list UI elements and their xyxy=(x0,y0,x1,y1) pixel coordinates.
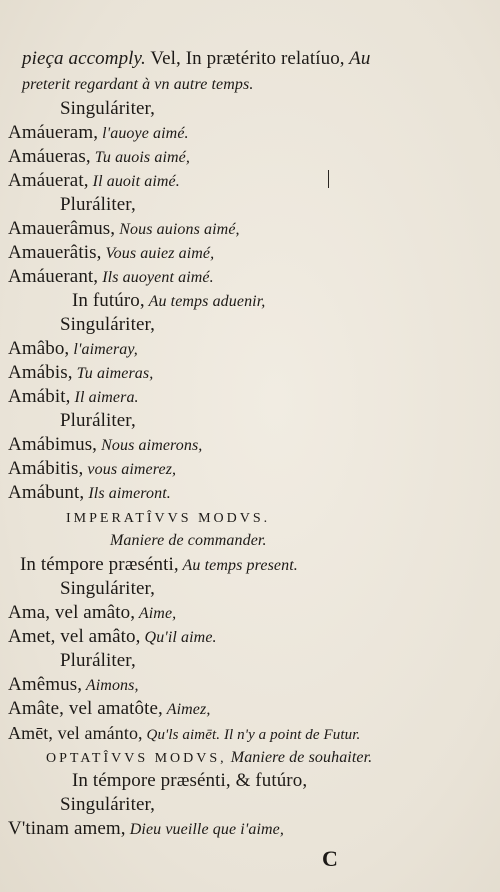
text-line-5 xyxy=(8,146,190,169)
heading-optativus xyxy=(46,746,372,770)
subheading-maniere-commander xyxy=(110,530,267,552)
line-9-latin: Amauerâtis, xyxy=(8,242,102,263)
text-line-18 xyxy=(8,458,176,481)
heading-pluraliter-2 xyxy=(60,410,136,432)
line-15-french: Il aimera. xyxy=(70,389,139,406)
line-17-latin: Amábimus, xyxy=(8,434,98,455)
line-10-french: Ils auoyent aimé. xyxy=(98,269,214,286)
line-1-latin: Vel, In prætérito relatíuo, xyxy=(145,48,345,69)
line-29-latin: Amēt, vel amánto, xyxy=(8,723,143,743)
margin-mark xyxy=(328,170,329,188)
heading-imperativus xyxy=(66,508,270,530)
line-7-text: Pluráliter, xyxy=(60,194,136,215)
line-12-text: Singuláriter, xyxy=(60,314,155,335)
text-line-15 xyxy=(8,386,139,409)
line-23-text: Singuláriter, xyxy=(60,578,155,599)
heading-pluraliter-3 xyxy=(60,650,136,672)
line-31-text: In témpore præsénti, & futúro, xyxy=(72,770,308,791)
text-line-13 xyxy=(8,338,138,361)
line-26-text: Pluráliter, xyxy=(60,650,136,671)
text-line-14 xyxy=(8,362,153,385)
line-22-latin: In témpore præsénti, xyxy=(20,554,179,575)
line-4-latin: Amáueram, xyxy=(8,122,99,143)
line-18-latin: Amábitis, xyxy=(8,458,84,479)
line-10-latin: Amáuerant, xyxy=(8,266,99,287)
line-18-french: vous aimerez, xyxy=(83,461,177,478)
text-line-24 xyxy=(8,602,176,625)
line-9-french: Vous auiez aimé, xyxy=(101,245,215,262)
text-line-33 xyxy=(8,818,284,841)
text-line-31 xyxy=(72,770,307,792)
line-24-french: Aime, xyxy=(135,605,177,622)
text-line-4 xyxy=(8,122,189,145)
line-13-french: l'aimeray, xyxy=(69,341,138,358)
line-30-latin: OPTATÎVVS MODVS, xyxy=(46,751,227,766)
line-24-latin: Ama, vel amâto, xyxy=(8,602,136,623)
line-2-text: preterit regardant à vn autre temps. xyxy=(22,76,254,93)
text-line-22 xyxy=(20,554,298,577)
text-line-27 xyxy=(8,674,139,697)
line-20-text: IMPERATÎVVS MODVS. xyxy=(66,511,271,526)
line-33-latin: V'tinam amem, xyxy=(8,818,126,839)
text-line-9 xyxy=(8,242,214,265)
line-13-latin: Amâbo, xyxy=(8,338,70,359)
line-28-latin: Amâte, vel amatôte, xyxy=(8,698,163,719)
signature-mark: C xyxy=(322,846,338,871)
line-4-french: l'auoye aimé. xyxy=(98,125,189,142)
line-11-french: Au temps aduenir, xyxy=(144,293,266,310)
line-14-french: Tu aimeras, xyxy=(72,365,154,382)
line-14-latin: Amábis, xyxy=(8,362,73,383)
text-line-11 xyxy=(72,290,265,313)
line-5-french: Tu auois aimé, xyxy=(90,149,190,166)
heading-singulariter-2 xyxy=(60,314,155,336)
line-3-text: Singuláriter, xyxy=(60,98,155,119)
line-8-latin: Amauerâmus, xyxy=(8,218,116,239)
line-16-text: Pluráliter, xyxy=(60,410,136,431)
line-25-french: Qu'il aime. xyxy=(140,629,217,646)
line-27-latin: Amêmus, xyxy=(8,674,83,695)
text-line-28 xyxy=(8,698,210,721)
heading-singulariter-4 xyxy=(60,794,155,816)
line-6-french: Il auoit aimé. xyxy=(88,173,180,190)
line-19-latin: Amábunt, xyxy=(8,482,85,503)
line-33-french: Dieu vueille que i'aime, xyxy=(125,821,284,838)
line-30-french: Maniere de souhaiter. xyxy=(226,749,373,766)
line-29-french: Qu'ls aimēt. Il n'y a point de Futur. xyxy=(142,727,361,743)
heading-singulariter-1 xyxy=(60,98,155,120)
line-17-french: Nous aimerons, xyxy=(97,437,203,454)
line-11-latin: In futúro, xyxy=(72,290,145,311)
line-1-french-italic: pieça accomply. xyxy=(22,48,146,69)
line-21-text: Maniere de commander. xyxy=(110,532,267,549)
text-line-2 xyxy=(22,74,253,96)
line-5-latin: Amáueras, xyxy=(8,146,91,167)
line-19-french: Ils aimeront. xyxy=(84,485,171,502)
text-line-17 xyxy=(8,434,202,457)
heading-pluraliter-1 xyxy=(60,194,136,216)
text-line-6 xyxy=(8,170,180,193)
text-line-1 xyxy=(22,48,370,70)
line-28-french: Aimez, xyxy=(162,701,211,718)
heading-singulariter-3 xyxy=(60,578,155,600)
text-line-10 xyxy=(8,266,214,289)
line-1-au: Au xyxy=(344,48,371,69)
line-25-latin: Amet, vel amâto, xyxy=(8,626,141,647)
text-line-25 xyxy=(8,626,217,649)
text-line-19 xyxy=(8,482,171,505)
line-22-french: Au temps present. xyxy=(178,557,298,574)
line-32-text: Singuláriter, xyxy=(60,794,155,815)
line-27-french: Aimons, xyxy=(82,677,139,694)
line-8-french: Nous auions aimé, xyxy=(115,221,240,238)
text-line-8 xyxy=(8,218,240,241)
line-6-latin: Amáuerat, xyxy=(8,170,89,191)
line-15-latin: Amábit, xyxy=(8,386,71,407)
text-line-29 xyxy=(8,722,360,746)
